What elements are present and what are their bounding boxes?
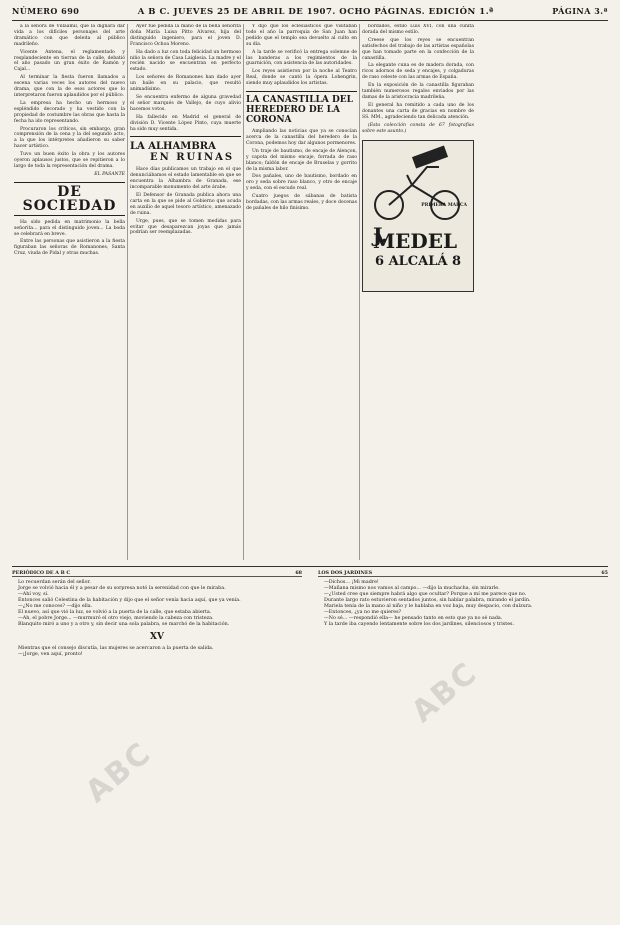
- novel-paragraph: —Entonces, ¿ya no me quieres?: [324, 610, 402, 615]
- novel-page-header: [12, 570, 302, 577]
- article-paragraph: El Defensor de Granada publica ahora una carta en la que se pide al Gobierno que acuda en auxilio de aquel tesoro artístico, amenazado de ruina.: [130, 193, 241, 216]
- upper-columns: [12, 24, 608, 560]
- novel-header-title: PERIÓDICO DE A B C: [12, 570, 71, 576]
- novel-paragraph: —Dichos... ¡Mi madre!: [324, 580, 379, 585]
- article-paragraph: Y dijo que los eclesiásticos que visitaban todo el año la parroquia de San Juan han pedido que el templo sea devuelto al culto en su día.: [246, 24, 357, 47]
- article-paragraph: El general ha remitido a cada uno de los donantes una carta de gracias en nombre de SS. MM., agradeciendo tan delicada atención.: [362, 102, 474, 120]
- article-paragraph: Ha dado a luz con toda felicidad un hermoso niño la señora de Casa Laiglesia. La madre y el recién nacido se encuentran en perfecto estado.: [130, 49, 241, 73]
- novel-paragraph: Lo recuerdan serán del señor.: [18, 580, 91, 585]
- article-paragraph: Ampliando las noticias que ya se conocían acerca de la canastilla del heredero de la Corona, podemos hoy dar algunos pormenores.: [246, 129, 357, 146]
- article-paragraph: Al terminar la fiesta fueron llamados a escena varias veces los autores del nuevo drama, que con la de esos actores que lo interpretaron fueron aplaudidos por el público.: [14, 75, 125, 98]
- novel-paragraph: —Ah, el pobre Jorge... —murmuró el otro viejo, moviendo la cabeza con tristeza.: [18, 616, 214, 621]
- masthead: [12, 6, 608, 21]
- article-paragraph: La empresa ha hecho un hermoso y espléndido decorado y ha vestido con la propiedad de costumbre las obras que hasta la fecha ha ido representando.: [14, 100, 125, 124]
- novel-paragraph: Entonces salió Celestina de la habitación y dijo que el señor venía hacia aquí, que ya venía.: [18, 598, 241, 603]
- alhambra-subtitle: EN RUINAS: [150, 152, 235, 164]
- article-paragraph: Entre las personas que asistieron a la fiesta figuraban las señoras de Romanones, Santa Cruz, viuda de Pidal y otras muchas.: [14, 239, 125, 257]
- chapter-number: XV: [150, 632, 164, 642]
- novel-paragraph: Mariela tenía de la mano al niño y le hablaba en voz baja, muy despacio, con dulzura.: [324, 604, 533, 609]
- section-heading-sociedad: DE SOCIEDAD: [14, 182, 125, 216]
- article-paragraph: Los reyes asistieron por la noche al Teatro Real, donde se cantó la ópera Lohengrin, siendo muy aplaudidos los artistas.: [246, 69, 357, 87]
- article-paragraph: Se encuentra enfermo de alguna gravedad el señor marqués de Vallejo, de cuyo alivio hacemos votos.: [130, 94, 241, 112]
- novel-header-title: LOS DOS JARDINES: [318, 570, 373, 576]
- ad-marca: PRIMERA MARCA: [421, 203, 467, 209]
- ad-address: 6 ALCALÁ 8: [375, 254, 462, 270]
- novel-page-number: 65: [601, 570, 608, 576]
- article-paragraph: Ha sido pedida en matrimonio la bella señorita... para el distinguido joven... La boda se celebrará en breve.: [14, 219, 125, 237]
- novel-paragraph: —Mañana mismo nos vamos al campo... —dijo la muchacha, sin mirarle.: [324, 586, 500, 591]
- article-paragraph: Hace días publicamos un trabajo en el que denunciábamos el estado lamentable en que se encuentra la Alhambra de Granada, ese incomparable monumento del arte árabe.: [130, 167, 241, 191]
- article-paragraph: Tuvo un buen éxito la obra y los autores oyeron aplausos justos, que se repitieron a lo largo de toda la representación del drama.: [14, 152, 125, 169]
- issue-number: NÚMERO 690: [12, 6, 80, 16]
- article-paragraph: Cuatro juegos de sábanas de batista bordadas, con las armas reales, y doce docenas de pañales de hilo finísimo.: [246, 194, 357, 211]
- novel-paragraph: Blanquito miró a uno y a otro y, sin decir una sola palabra, se marchó de la habitación.: [18, 622, 230, 627]
- article-paragraph: La elegante cuna es de madera dorada, con ricos adornos de seda y encajes, y colgaduras de raso celeste con las armas de España.: [362, 63, 474, 81]
- novel-paragraph: —¿No me conoces? —dijo ella.: [18, 604, 93, 609]
- article-paragraph: Vicente Antena, el reglamentado y resplandeciente en tierras de la calle, debatió el año pasado un gran éxito de Ramón y Cajal...: [14, 49, 125, 73]
- advertisement-medel: [362, 140, 474, 292]
- cyclist-illustration-icon: [367, 145, 467, 225]
- article-paragraph: Un traje de bautismo, de encaje de Alençon, y capota del mismo encaje, forrada de raso blanco; faldón de encaje de Bruselas y gorrito de la misma labor.: [246, 148, 357, 172]
- novel-page-number: 68: [295, 570, 302, 576]
- column-1: [12, 24, 128, 560]
- article-paragraph: Dos pañales, uno de bautismo, bordado en oro y seda sobre raso blanco, y otro de encaje y seda, con el escudo real.: [246, 174, 357, 192]
- divider: [130, 136, 241, 137]
- article-paragraph: a la señora de Villaamil, que la dignará dar vida a los difíciles personajes del arte dramático con que deleita al público madrileño.: [14, 24, 125, 47]
- novel-paragraph: —¿Usted cree que siempre habrá algo que ocultar? Porque a mí me parece que no.: [324, 592, 527, 597]
- column-4: [360, 24, 476, 560]
- novel-paragraph: —¡Jorge, ven aquí, pronto!: [18, 652, 83, 657]
- photo-note: (Esta colección consta de 67 fotografías sobre este asunto.): [362, 122, 474, 134]
- novel-page-header: [318, 570, 608, 577]
- article-paragraph: bordados, estilo Luis XVI, con una cunita dorada del mismo estilo.: [362, 24, 474, 35]
- serial-novel-pages: [12, 570, 608, 918]
- ad-brand: J. MEDEL: [373, 223, 458, 254]
- article-paragraph: En la exposición de la canastilla figuraban también numerosos regalos enviados por las damas de la aristocracia madrileña.: [362, 83, 474, 100]
- watermark: ABC: [405, 655, 485, 730]
- author-signature: EL PASANTE: [94, 171, 125, 177]
- novel-paragraph: —Ahí voy, sí.: [18, 592, 49, 597]
- watermark: ABC: [79, 735, 159, 810]
- article-paragraph: Urge, pues, que se tomen medidas para evitar que desaparezcan joyas que jamás podrían ser reemplazadas.: [130, 218, 241, 236]
- novel-paragraph: Y la tarde iba cayendo lentamente sobre los dos jardines, silenciosos y tristes.: [324, 622, 515, 627]
- novel-paragraph: Jorge se volvió hacia él y a pesar de su sorpresa notó la serenidad con que le miraba.: [18, 586, 226, 591]
- article-paragraph: Creese que los reyes se encuentran satisfechos del trabajo de las artistas españolas que han tomado parte en la confección de la canastilla.: [362, 37, 474, 61]
- masthead-title: A B C. JUEVES 25 DE ABRIL DE 1907. OCHO PÁGINAS. EDICIÓN 1.ª: [137, 7, 494, 17]
- column-2: [128, 24, 244, 560]
- novel-paragraph: —No sé... —respondió ella— he pensado tanto en esto que ya no sé nada.: [324, 616, 503, 621]
- newspaper-page: [12, 6, 608, 918]
- section-divider: [12, 566, 608, 567]
- novel-paragraph: Durante largo rato estuvieron sentados juntos, sin hablar palabra, mirando el jardín.: [324, 598, 531, 603]
- section-heading-canastilla: LA CANASTILLA DEL HEREDERO DE LA CORONA: [246, 91, 357, 125]
- alhambra-title: LA ALHAMBRA: [130, 141, 216, 153]
- section-heading-alhambra: [130, 141, 241, 163]
- article-paragraph: Ha fallecido en Madrid el general de división D. Vicente López Pinto, cuya muerte ha sido muy sentida.: [130, 114, 241, 132]
- article-paragraph: Procuraron los críticos, sin embargo, gran comprensión de la cena y la del segundo acto, a la que los intérpretes añadieron su saber hacer artístico.: [14, 126, 125, 150]
- novel-page-left: [12, 570, 302, 918]
- column-3: [244, 24, 360, 560]
- novel-page-right: [318, 570, 608, 918]
- article-paragraph: Ayer fué pedida la mano de la bella señorita doña María Luisa Pitto Alvarez, hija del distinguido ingeniero, para el joven D. Francisco Ochoa Moreno.: [130, 24, 241, 47]
- article-paragraph: A la tarde se verificó la entrega solemne de las banderas a los regimientos de la guarnición, con asistencia de las autoridades.: [246, 49, 357, 67]
- novel-paragraph: Mientras que el consejo discutía, las mujeres se acercaron a la puerta de salida.: [18, 646, 214, 651]
- article-paragraph: Los señores de Romanones han dado ayer un baile en su palacio, que resultó animadísimo.: [130, 75, 241, 93]
- novel-paragraph: El nuevo, así que vió la luz, se volvió a la puerta de la calle, que estaba abierta.: [18, 610, 212, 615]
- page-number: PÁGINA 3.ª: [552, 6, 608, 16]
